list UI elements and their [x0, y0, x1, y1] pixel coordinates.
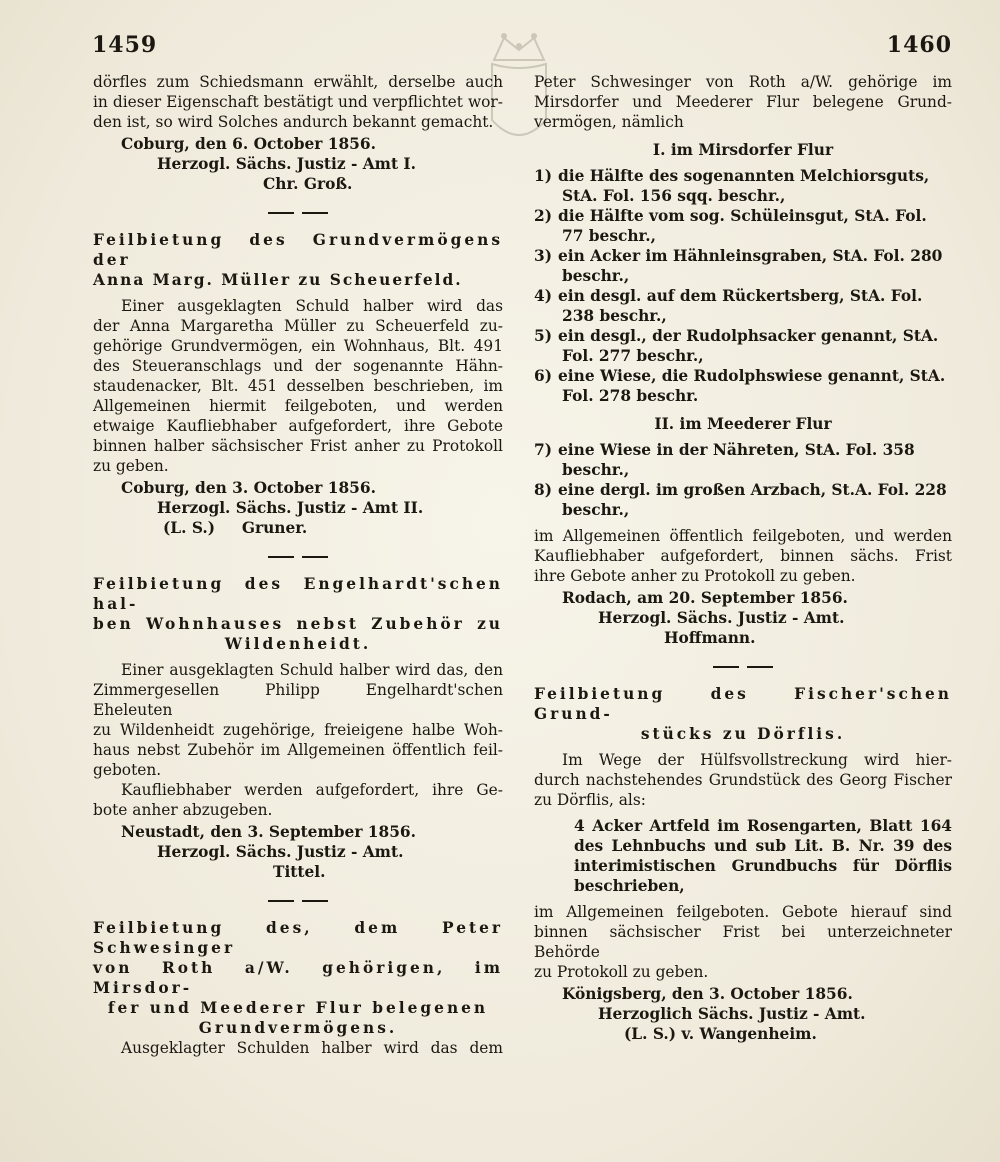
notice2-body: haus nebst Zubehör im Allgemeinen öffentlich feil- [93, 741, 503, 759]
intro-line: dörfles zum Schiedsmann erwählt, derselbe auch [93, 73, 503, 91]
intro-line: in dieser Eigenschaft bestätigt und verpflichtet wor- [93, 93, 503, 111]
closing-line: Kaufliebhaber aufgefordert, binnen sächs. Frist [534, 547, 952, 565]
notice1-body: zu geben. [93, 457, 169, 475]
notice1-body: staudenacker, Blt. 451 desselben beschrieben, im [93, 377, 503, 395]
notice4-heading: Feilbietung des Fischer'schen Grund- [534, 685, 952, 723]
notice4-body: durch nachstehendes Grundstück des Georg Fischer [534, 771, 952, 789]
notice3-body: Ausgeklagter Schulden halber wird das dem [121, 1039, 503, 1057]
notice4-closing: binnen sächsischer Frist bei unterzeichneter Behörde [534, 923, 952, 961]
notice1-body: der Anna Margaretha Müller zu Scheuerfeld zu- [93, 317, 503, 335]
notice1-body: etwaige Kaufliebhaber aufgefordert, ihre Gebote [93, 417, 503, 435]
intro-office: Herzogl. Sächs. Justiz - Amt I. [157, 155, 416, 173]
notice2-signature: Tittel. [273, 863, 326, 881]
separator [268, 208, 328, 218]
notice1-body: des Steueranschlags und der sogenannte Hähn- [93, 357, 503, 375]
separator [268, 896, 328, 906]
notice2-heading: Wildenheidt. [224, 635, 372, 653]
list-item: 1) die Hälfte des sogenannten Melchiorsguts, StA. Fol. 156 sqq. beschr., [534, 167, 930, 205]
notice4-item: 4 Acker Artfeld im Rosengarten, Blatt 164 des Lehnbuchs und sub Lit. B. Nr. 39 des interimistischen Grundbuchs für Dörflis beschrieben, [574, 817, 952, 895]
notice4-date: Königsberg, den 3. October 1856. [562, 985, 853, 1003]
notice1-date: Coburg, den 3. October 1856. [121, 479, 376, 497]
list-item: 2) die Hälfte vom sog. Schüleinsgut, StA. Fol. 77 beschr., [534, 207, 927, 245]
list-item: 5) ein desgl., der Rudolphsacker genannt, StA. Fol. 277 beschr., [534, 327, 939, 365]
right-column [534, 72, 952, 1044]
intro-line: den ist, so wird Solches andurch bekannt gemacht. [93, 113, 494, 131]
list-item: 4) ein desgl. auf dem Rückertsberg, StA. Fol. 238 beschr., [534, 287, 923, 325]
notice2-body: Einer ausgeklagten Schuld halber wird das, den [121, 661, 503, 679]
list-item: 8) eine dergl. im großen Arzbach, St.A. Fol. 228 beschr., [534, 481, 947, 519]
notice1-heading: Anna Marg. Müller zu Scheuerfeld. [93, 271, 463, 289]
closing-line: ihre Gebote anher zu Protokoll zu geben. [534, 567, 856, 585]
section-heading-meeder: II. im Meederer Flur [654, 415, 832, 433]
notice2-heading: ben Wohnhauses nebst Zubehör zu [93, 615, 503, 633]
left-column [93, 72, 503, 1058]
notice2-date: Neustadt, den 3. September 1856. [121, 823, 416, 841]
notice1-office: Herzogl. Sächs. Justiz - Amt II. [157, 499, 424, 517]
separator [713, 662, 773, 672]
notice2-body: zu Wildenheidt zugehörige, freieigene halbe Woh- [93, 721, 503, 739]
cont-line: Peter Schwesinger von Roth a/W. gehörige im [534, 73, 952, 91]
notice3-heading: Feilbietung des, dem Peter Schwesinger [93, 919, 503, 957]
notice2-body: Zimmergesellen Philipp Engelhardt'schen Eheleuten [93, 681, 503, 719]
rodach-signature: Hoffmann. [664, 629, 756, 647]
separator [268, 552, 328, 562]
notice4-office: Herzoglich Sächs. Justiz - Amt. [598, 1005, 866, 1023]
notice3-heading: von Roth a/W. gehörigen, im Mirsdor- [93, 959, 503, 997]
cont-line: Mirsdorfer und Meederer Flur belegene Grund- [534, 93, 952, 111]
notice1-heading: Feilbietung des Grundvermögens der [93, 231, 503, 269]
notice1-body: Einer ausgeklagten Schuld halber wird das [121, 297, 503, 315]
notice2-office: Herzogl. Sächs. Justiz - Amt. [157, 843, 404, 861]
notice2-body2: Kaufliebhaber werden aufgefordert, ihre Ge- [121, 781, 503, 799]
notice1-body: Allgemeinen hiermit feilgeboten, und werden [93, 397, 503, 415]
notice1-body: gehörige Grundvermögen, ein Wohnhaus, Blt. 491 [93, 337, 503, 355]
notice2-body: geboten. [93, 761, 162, 779]
notice3-heading: Grundvermögens. [198, 1019, 398, 1037]
rodach-date: Rodach, am 20. September 1856. [562, 589, 848, 607]
notice3-heading: fer und Meederer Flur belegenen [107, 999, 489, 1017]
list-item: 6) eine Wiese, die Rudolphswiese genannt, StA. Fol. 278 beschr. [534, 367, 946, 405]
page-number-left: 1459 [92, 32, 158, 58]
closing-line: im Allgemeinen öffentlich feilgeboten, und werden [534, 527, 952, 545]
section-heading-mirsdorf: I. im Mirsdorfer Flur [652, 141, 834, 159]
notice4-heading: stücks zu Dörflis. [640, 725, 846, 743]
notice4-body: zu Dörflis, als: [534, 791, 646, 809]
notice4-signature: (L. S.) v. Wangenheim. [624, 1025, 817, 1043]
list-item: 3) ein Acker im Hähnleinsgraben, StA. Fol. 280 beschr., [534, 247, 943, 285]
notice1-body: binnen halber sächsischer Frist anher zu Protokoll [93, 437, 503, 455]
cont-line: vermögen, nämlich [534, 113, 684, 131]
rodach-office: Herzogl. Sächs. Justiz - Amt. [598, 609, 845, 627]
intro-signature: Chr. Groß. [263, 175, 353, 193]
page-number-right: 1460 [886, 32, 952, 58]
notice4-closing: im Allgemeinen feilgeboten. Gebote hierauf sind [534, 903, 952, 921]
notice4-body: Im Wege der Hülfsvollstreckung wird hier- [562, 751, 952, 769]
list-item: 7) eine Wiese in der Nähreten, StA. Fol. 358 beschr., [534, 441, 915, 479]
notice1-signature: (L. S.) Gruner. [163, 519, 308, 537]
notice2-heading: Feilbietung des Engelhardt'schen hal- [93, 575, 503, 613]
notice2-body2: bote anher abzugeben. [93, 801, 273, 819]
notice4-closing: zu Protokoll zu geben. [534, 963, 709, 981]
intro-date: Coburg, den 6. October 1856. [121, 135, 376, 153]
